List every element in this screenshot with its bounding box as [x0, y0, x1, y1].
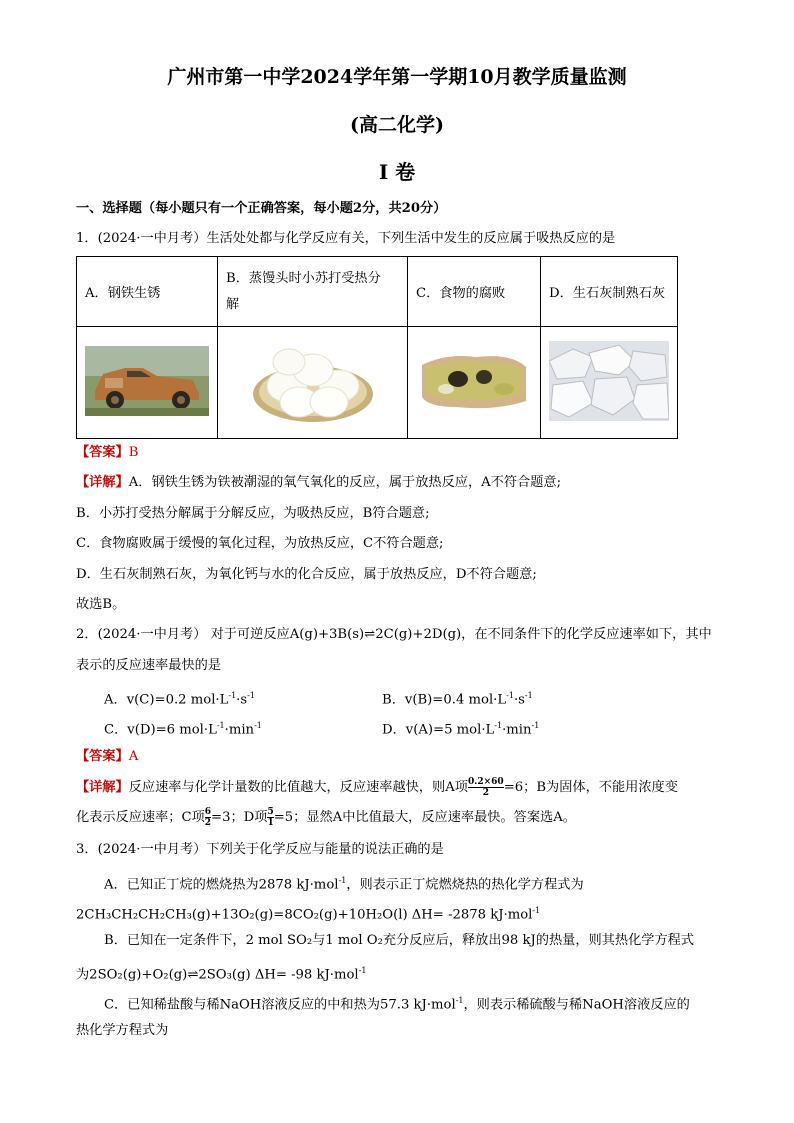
q3-option-c-line-2: 热化学方程式为: [76, 1023, 169, 1038]
q3-stem: 3．(2024·一中月考）下列关于化学反应与能量的说法正确的是: [76, 842, 444, 857]
q1-option-a: A．钢铁生锈: [77, 257, 218, 327]
q3-option-c-line-1: C．已知稀盐酸与稀NaOH溶液反应的中和热为57.3 kJ·mol$^{-1}$，则表示稀硫酸与稀NaOH溶液反应的: [104, 996, 690, 1013]
q1-option-d: D．生石灰制熟石灰: [541, 257, 678, 327]
q2-option-a: A．v(C)=0.2 $mol\cdot L^{-1}\cdot s^{-1}$: [104, 691, 255, 708]
q2-detail-line-1: 【详解】反应速率与化学计量数的比值越大，反应速率越快，则A项 $\frac{0.2\times 60}{2}$ =6；B为固体，不能用浓度变: [76, 777, 678, 798]
q1-detail-line-2: B．小苏打受热分解属于分解反应，为吸热反应，B符合题意;: [76, 506, 430, 521]
q3-option-b-line-1: B．已知在一定条件下，2 mol SO₂与1 mol O₂充分反应后，释放出98 kJ的热量，则其热化学方程式: [104, 933, 695, 948]
exam-subtitle: (高二化学): [350, 114, 444, 136]
moldy-bread-image: [408, 327, 541, 439]
exam-title: 广州市第一中学2024学年第一学期10月教学质量监测: [167, 66, 627, 88]
q3-option-a-line-2: 2CH₃CH₂CH₂CH₃(g)+13O₂(g)=8CO₂(g)+10H₂O(l) ΔH= -2878 kJ·mol$^{-1}$: [76, 906, 541, 923]
q2-stem-line-1: 2．(2024·一中月考） 对于可逆反应A(g)+3B(s)⇌2C(g)+2D(g)，在不同条件下的化学反应速率如下，其中: [76, 627, 712, 642]
section-heading: 一、选择题（每小题只有一个正确答案，每小题2分，共20分）: [76, 201, 447, 216]
volume-label: I 卷: [378, 160, 416, 184]
q3-option-a-line-1: A．已知正丁烷的燃烧热为2878 kJ·mol$^{-1}$，则表示正丁烷燃烧热的热化学方程式为: [104, 876, 584, 893]
q1-detail-line-4: D．生石灰制熟石灰，为氧化钙与水的化合反应，属于放热反应，D不符合题意;: [76, 567, 537, 582]
q2-stem-line-2: 表示的反应速率最快的是: [76, 658, 222, 673]
q1-answer: 【答案】B: [76, 445, 139, 460]
q2-option-d: D．v(A)=5 $mol\cdot L^{-1}\cdot\min^{-1}$: [382, 721, 540, 738]
q2-detail-line-2: 化表示反应速率；C项 $\frac{6}{2}$ =3；D项 $\frac{5}{1}$ =5；显然A中比值最大，反应速率最快。答案选A。: [76, 807, 576, 828]
q2-option-c: C．v(D)=6 $mol\cdot L^{-1}\cdot\min^{-1}$: [104, 721, 262, 738]
q2-answer: 【答案】A: [76, 749, 139, 764]
steamed-buns-image: [218, 327, 408, 439]
q1-option-c: C．食物的腐败: [408, 257, 541, 327]
quicklime-image: [541, 327, 678, 439]
q3-option-b-line-2: 为2SO₂(g)+O₂(g)⇌2SO₃(g) ΔH= -98 kJ·mol$^{-1}$: [76, 966, 367, 983]
q1-options-table: [76, 256, 678, 439]
q2-option-b: B．v(B)=0.4 $mol\cdot L^{-1}\cdot s^{-1}$: [382, 691, 533, 708]
q1-detail-line-5: 故选B。: [76, 597, 126, 612]
rusty-car-image: [77, 327, 218, 439]
q1-detail-line-3: C．食物腐败属于缓慢的氧化过程，为放热反应，C不符合题意;: [76, 536, 444, 551]
q1-detail-line-1: 【详解】A．钢铁生锈为铁被潮湿的氧气氧化的反应，属于放热反应，A不符合题意;: [76, 475, 562, 490]
q1-stem: 1．(2024·一中月考）生活处处都与化学反应有关，下列生活中发生的反应属于吸热反应的是: [76, 231, 616, 246]
q1-option-b: B．蒸馒头时小苏打受热分 解: [218, 257, 408, 327]
